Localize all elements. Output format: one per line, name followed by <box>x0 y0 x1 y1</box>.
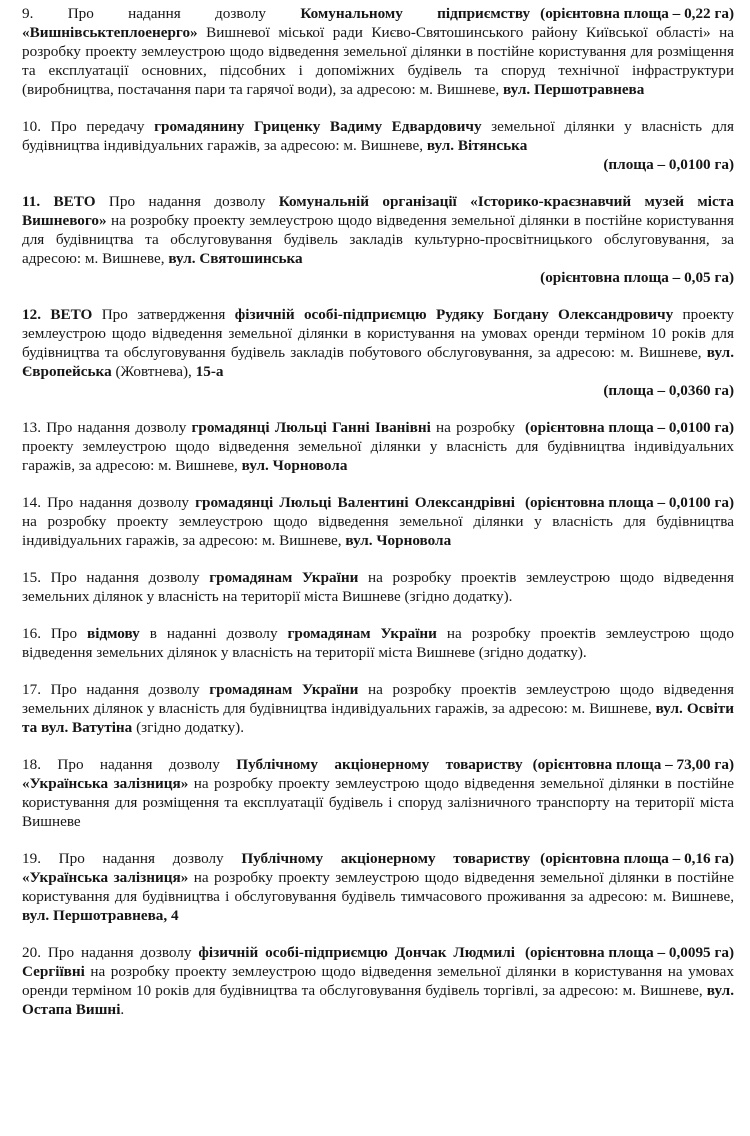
bold-text: вул. Вітянська <box>426 137 528 154</box>
item-text: Вишневої міської ради Києво-Святошинського району Київської області» на розробку проекту землеустрою щодо відведення земельної ділянки в постійне користування для розміщення та експлуатації основних, підсобних і допоміжних будівель та споруд технічної інфраструктури (виробництва, постачання пари та гарячої води), за адресою: м. Вишневе, <box>22 24 734 98</box>
agenda-item <box>22 192 734 287</box>
item-text: 16. Про <box>22 625 88 642</box>
item-area: (орієнтовна площа – 0,05 га) <box>540 269 734 286</box>
item-area: (орієнтовна площа – 0,16 га) <box>540 850 734 867</box>
bold-text: громадянину Гриценку Вадиму Едвардовичу <box>154 118 482 135</box>
item-text: 10. Про передачу <box>22 118 155 135</box>
item-text: на розробку проекту землеустрою щодо відведення земельної ділянки у власність для будівництва індивідуальних гаражів, за адресою: м. Вишневе, <box>22 419 734 474</box>
item-text: земельної ділянки у власність для будівництва індивідуальних гаражів, за адресою: м. Вишневе, <box>22 118 734 154</box>
bold-text: громадянці Люльці Ганні Іванівні <box>191 419 431 436</box>
item-text: на розробку проектів землеустрою щодо відведення земельних ділянок у власність для будівництва індивідуальних гаражів, за адресою: м. Вишневе, <box>22 681 734 717</box>
item-text: 9. Про надання дозволу <box>22 5 301 22</box>
bold-text: Комунальному підприємству «Вишнівськтеплоенерго» <box>22 5 531 41</box>
item-area: (орієнтовна площа – 0,0095 га) <box>524 944 734 961</box>
item-area: (площа – 0,0100 га) <box>603 156 734 173</box>
bold-text: Публічному акціонерному товариству «Українська залізниця» <box>22 756 523 792</box>
item-text: проекту землеустрою щодо відведення земельної ділянки в користування на умовах оренди терміном 10 років для будівництва та обслуговування будівель закладів побутового обслуговування, за адресою: м. Вишневе, <box>22 306 734 361</box>
agenda-item <box>22 680 734 737</box>
item-text: 15. Про надання дозволу <box>22 569 210 586</box>
bold-text: вул. Чорновола <box>241 457 348 474</box>
agenda-item <box>22 624 734 662</box>
bold-text: 15-а <box>195 363 224 380</box>
agenda-item <box>22 568 734 606</box>
agenda-item <box>22 755 734 831</box>
agenda-item <box>22 305 734 400</box>
item-text: в наданні дозволу <box>139 625 288 642</box>
item-area: (орієнтовна площа – 0,22 га) <box>540 5 734 22</box>
item-text: на розробку проекту землеустрою щодо відведення земельної ділянки у власність для будівництва індивідуальних гаражів, за адресою: м. Вишневе, <box>22 513 734 549</box>
bold-text: вул. Європейська <box>22 344 734 380</box>
item-text: (Жовтнева), <box>111 363 196 380</box>
bold-text: 12. ВЕТО <box>22 306 93 323</box>
bold-text: громадянам України <box>209 569 359 586</box>
bold-text: відмову <box>87 625 140 642</box>
bold-text: вул. Святошинська <box>168 250 303 267</box>
bold-text: Комунальній організації «Історико-краєзнавчий музей міста Вишневого» <box>22 193 734 229</box>
agenda-item <box>22 849 734 925</box>
item-area: (площа – 0,0360 га) <box>603 382 734 399</box>
item-text: . <box>120 1001 125 1018</box>
bold-text: фізичній особі-підприємцю Дончак Людмилі Сергіївні <box>22 944 515 980</box>
item-text: Про затвердження <box>92 306 235 323</box>
item-text: на розробку проекту землеустрою щодо відведення земельної ділянки в користування на умовах оренди терміном 10 років для будівництва та обслуговування будівель торгівлі, за адресою: м. Вишневе, <box>22 963 734 999</box>
bold-text: 11. ВЕТО <box>22 193 96 210</box>
bold-text: фізичній особі-підприємцю Рудяку Богдану Олександровичу <box>234 306 674 323</box>
bold-text: громадянам України <box>209 681 359 698</box>
item-text: 17. Про надання дозволу <box>22 681 210 698</box>
item-text: на розробку проектів землеустрою щодо відведення земельних ділянок у власність на території міста Вишневе (згідно додатку). <box>22 569 734 605</box>
item-text: на розробку проекту землеустрою щодо відведення земельної ділянки в постійне користування для розміщення та експлуатації будівель і споруд залізничного транспорту на території міста Вишневе <box>22 775 734 830</box>
item-text: Про надання дозволу <box>95 193 279 210</box>
item-text: на розробку проектів землеустрою щодо відведення земельних ділянок у власність на території міста Вишневе (згідно додатку). <box>22 625 734 661</box>
agenda-item <box>22 117 734 174</box>
bold-text: вул. Освіти та вул. Ватутіна <box>22 700 734 736</box>
item-text: 18. Про надання дозволу <box>22 756 237 773</box>
bold-text: вул. Остапа Вишні <box>22 982 734 1018</box>
agenda-item <box>22 4 734 99</box>
item-area: (орієнтовна площа – 73,00 га) <box>532 756 734 773</box>
agenda-item <box>22 493 734 550</box>
item-text: 13. Про надання дозволу <box>22 419 192 436</box>
agenda-item <box>22 943 734 1019</box>
item-area: (орієнтовна площа – 0,0100 га) <box>524 494 734 511</box>
bold-text: Публічному акціонерному товариству «Українська залізниця» <box>22 850 531 886</box>
bold-text: вул. Першотравнева <box>502 81 645 98</box>
item-area: (орієнтовна площа – 0,0100 га) <box>524 419 734 436</box>
item-text: 14. Про надання дозволу <box>22 494 196 511</box>
item-text: 20. Про надання дозволу <box>22 944 199 961</box>
bold-text: вул. Першотравнева, 4 <box>22 907 179 924</box>
bold-text: вул. Чорновола <box>345 532 452 549</box>
item-text: на розробку проекту землеустрою щодо відведення земельної ділянки в постійне користування для будівництва і обслуговування будівель тимчасового проживання за адресою: м. Вишневе, <box>22 869 734 905</box>
bold-text: громадянці Люльці Валентині Олександрівні <box>195 494 515 511</box>
item-text: (згідно додатку). <box>132 719 245 736</box>
bold-text: громадянам України <box>287 625 437 642</box>
agenda-item <box>22 418 734 475</box>
item-text: на розробку проекту землеустрою щодо відведення земельної ділянки в постійне користування для будівництва та обслуговування будівель закладів культурно-просвітницького обслуговування, за адресою: м. Вишневе, <box>22 212 734 267</box>
item-text: 19. Про надання дозволу <box>22 850 242 867</box>
